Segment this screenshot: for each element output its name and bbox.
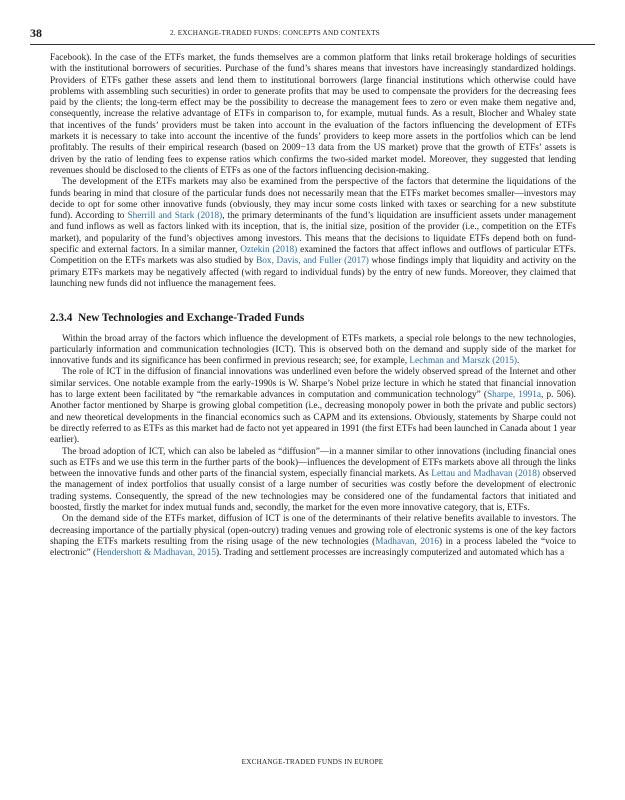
citation-link[interactable]: Lechman and Marszk (2015)	[409, 356, 518, 367]
body-text	[50, 53, 576, 559]
header-rule	[30, 44, 595, 45]
citation-link[interactable]: Lettau and Madhavan (2018)	[431, 469, 540, 480]
paragraph-6	[50, 514, 576, 559]
citation-link[interactable]: Sherrill and Stark (2018)	[127, 211, 223, 222]
text: The broad adoption of ICT, which can also be labeled as “diffusion”—in a manner similar to other innovations (including financial ones such as ETFs and we use this term in the further parts of the book)—influences the development of ETFs markets above all through the links between the innovative funds and other parts of the financial system, especially financial markets. As	[50, 446, 576, 480]
text: Facebook). In the case of the ETFs market, the funds themselves are a common platform that links retail brokerage holdings of securities with the institutional borrowers of securities. Purchase of the fund’s shares means that investors have increasingly standardized holdings. Providers of ETFs gather these assets and lend them to institutional borrowers (large financial institutions which otherwise could have problems with assembling such securities) in order to generate profits that may be used to compensate the providers for the decreasing fees paid by the clients; the long-term effect may be the possibility to decrease the management fees to zero or even make them negative and, consequently, increase the relative advantage of ETFs in comparison to, for example, mutual funds. As a result, Blocher and Whaley state that incentives of the funds’ providers must be taken into account in the evaluation of the factors influencing the development of ETFs markets it is necessary to take into account the incentive of the funds’ providers to keep more assets in the portfolios which can be lend profitably. The results of their empirical research (based on 2009−13 data from the US market) prove that the growth of ETFs’ assets is driven by the ratio of lending fees to expense ratios which confirms the two-sided market model. Moreover, they suggested that lending revenues should be disclosed to the clients of ETFs as one of the factors influencing decision-making.	[50, 53, 576, 176]
citation-link[interactable]: Madhavan, 2016	[375, 536, 439, 547]
text: , the primary determinants of the fund’s liquidation are insufficient assets under management and fund inflows as well as factors linked with its inception, that is, the initial size, position of the provider (i.e., competition on the ETFs market), and popularity of the fund’s objectives among investors. This means that the decisions to liquidate ETFs depend both on fund-specific and external factors. In a similar manner,	[50, 211, 576, 256]
text: ) in a process labeled the “voice to electronic” (	[50, 536, 576, 559]
paragraph-1	[50, 53, 576, 177]
paragraph-5	[50, 447, 576, 515]
page-number: 38	[30, 26, 42, 40]
text: , p. 506). Another factor mentioned by Sharpe is growing global competition (i.e., decreasing monopoly power in both the private and public sectors) and new theoretical developments in the financial economics such as CAPM and its extensions. Obviously, statements by Sharpe could not be directly referred to as ETFs as this market had de facto not yet appeared in 1991 (the first ETFs had been launched in Canada about 1 year earlier).	[50, 390, 577, 446]
citation-link[interactable]: Box, Davis, and Fuller (2017)	[256, 256, 369, 267]
paragraph-3	[50, 334, 576, 368]
paragraph-4	[50, 367, 576, 446]
citation-link[interactable]: Oztekin (2018)	[240, 245, 298, 256]
text: whose findings imply that liquidity and activity on the primary ETFs markets may be negatively affected (with regard to individual funds) by the entry of new funds. Moreover, they claimed that launching new funds did not influence the management fees.	[50, 256, 577, 289]
citation-link[interactable]: Hendershott & Madhavan, 2015	[96, 548, 217, 559]
footer-title: EXCHANGE-TRADED FUNDS IN EUROPE	[241, 758, 384, 766]
text: .	[517, 356, 520, 367]
citation-link[interactable]: Sharpe, 1991a	[487, 390, 542, 401]
text: Within the broad array of the factors which influence the development of ETFs markets, a special role belongs to the new technologies, particularly information and communication technologies (ICT). This is observed both on the demand and supply side of the market for innovative funds and its significance has been confirmed in previous research; see, for example,	[50, 333, 576, 367]
text: examined the factors that affect inflows and outflows of particular ETFs. Competition on the ETFs markets was also studied by	[50, 245, 576, 267]
section-heading	[50, 313, 576, 324]
running-head: 2. EXCHANGE-TRADED FUNDS: CONCEPTS AND CONTEXTS	[170, 29, 380, 37]
paragraph-2	[50, 177, 576, 290]
text: ). Trading and settlement processes are increasingly computerized and automated which has a	[216, 548, 565, 559]
section-number: 2.3.4	[50, 312, 73, 325]
text: The role of ICT in the diffusion of financial innovations was underlined even before the widely observed spread of the Internet and other similar services. One notable example from the early-1990s is W. Sharpe’s Nobel prize lecture in which he stated that financial innovation has to large extent been facilitated by “the remarkable advances in computation and communication technology” (	[50, 367, 576, 401]
text: The development of the ETFs markets may also be examined from the perspective of the factors that determine the liquidations of the funds bearing in mind that closure of the particular funds does not necessarily mean that the ETFs market becomes smaller—investors may decide to opt for some other innovative funds (obviously, they may incur some costs linked with taxes or searching for a new substitute fund). According to	[50, 177, 576, 222]
section-title: New Technologies and Exchange-Traded Funds	[78, 312, 305, 325]
text: observed the management of index portfolios that usually consist of a large number of securities was costly before the development of electronic trading systems. Consequently, the spread of the new technologies may be considered one of the fundamental factors that initiated and boosted, firstly the market for index mutual funds and, secondly, the market for the even more innovative category, that is, ETFs.	[50, 469, 577, 513]
text: On the demand side of the ETFs market, diffusion of ICT is one of the determinants of their relative benefits available to investors. The decreasing importance of the partially physical (open-outcry) trading venues and growing role of electronic systems is one of the key factors shaping the ETFs markets resulting from the rising usage of the new technologies (	[50, 514, 576, 547]
